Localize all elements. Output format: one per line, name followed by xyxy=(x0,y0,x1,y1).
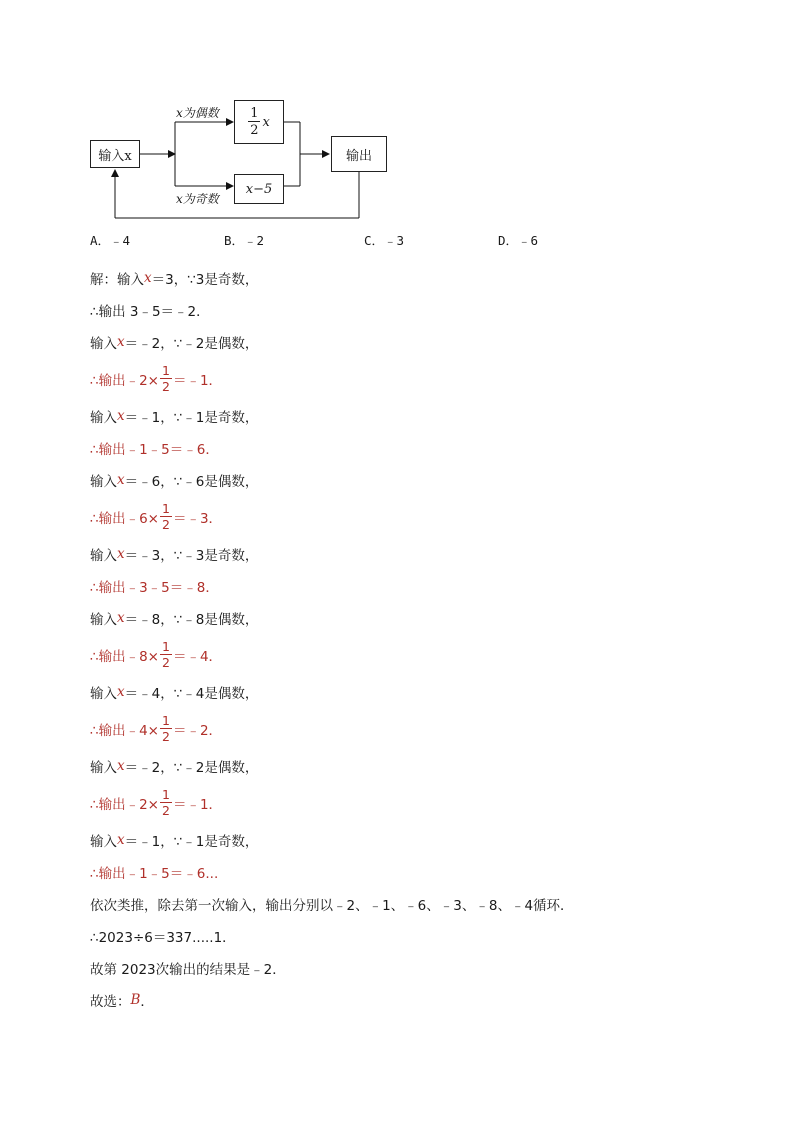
fraction-numerator: 1 xyxy=(162,786,170,802)
line-text: ＝﹣1． xyxy=(172,373,223,389)
line-text: 输入 xyxy=(90,834,117,850)
line-text: ＝﹣2． xyxy=(172,723,223,739)
line-text: ∴输出 3﹣5＝﹣2． xyxy=(90,304,210,320)
choice-c: C．﹣3 xyxy=(364,233,405,248)
solution-line xyxy=(90,570,750,602)
solution-line xyxy=(90,326,750,358)
line-text: 输入 xyxy=(90,474,117,490)
line-text: 输入 xyxy=(90,686,117,702)
half-numerator: 1 xyxy=(250,106,259,121)
fraction-numerator: 1 xyxy=(162,638,170,654)
line-text: ∴2023÷6＝337.....1． xyxy=(90,930,236,946)
half-x-variable: x xyxy=(262,114,270,130)
solution-line xyxy=(90,708,750,750)
variable-x: x xyxy=(117,684,125,700)
solution-line xyxy=(90,824,750,856)
solution-line xyxy=(90,676,750,708)
fraction-denominator: 2 xyxy=(162,655,170,670)
line-text: ＝﹣8，∵﹣8是偶数， xyxy=(124,612,259,628)
line-text: ∴输出﹣1﹣5＝﹣6... xyxy=(90,866,219,882)
choice-b: B．﹣2 xyxy=(224,233,265,248)
line-text: ＝﹣4，∵﹣4是偶数， xyxy=(124,686,259,702)
even-branch-label: x为偶数 xyxy=(176,106,219,120)
line-text: 解：输入 xyxy=(90,272,144,288)
solution-line xyxy=(90,602,750,634)
variable-x: x xyxy=(117,472,125,488)
solution xyxy=(90,262,750,1016)
line-text: ∴输出﹣2× xyxy=(90,797,159,813)
line-text: ＝﹣1，∵﹣1是奇数， xyxy=(124,834,259,850)
solution-line xyxy=(90,262,750,294)
line-text: ＝﹣3． xyxy=(172,511,223,527)
line-text: ＝﹣3，∵﹣3是奇数， xyxy=(124,548,259,564)
fraction-numerator: 1 xyxy=(162,500,170,516)
line-text: ． xyxy=(140,994,154,1010)
fraction-denominator: 2 xyxy=(162,379,170,394)
line-text: ＝﹣1． xyxy=(172,797,223,813)
solution-line xyxy=(90,358,750,400)
fraction xyxy=(160,500,172,532)
solution-line xyxy=(90,888,750,920)
solution-line xyxy=(90,432,750,464)
fraction-denominator: 2 xyxy=(162,803,170,818)
fraction-denominator: 2 xyxy=(162,729,170,744)
solution-line xyxy=(90,782,750,824)
line-text: ∴输出﹣2× xyxy=(90,373,159,389)
solution-line xyxy=(90,496,750,538)
fraction xyxy=(160,786,172,818)
solution-line xyxy=(90,400,750,432)
flowchart xyxy=(80,90,410,230)
solution-line xyxy=(90,634,750,676)
choice-a: A．﹣4 xyxy=(90,233,131,248)
variable-x: x xyxy=(117,334,125,350)
line-text: ＝3，∵3是奇数， xyxy=(151,272,259,288)
line-text: ＝﹣4． xyxy=(172,649,223,665)
half-fraction xyxy=(248,107,260,137)
solution-line xyxy=(90,856,750,888)
half-x-box xyxy=(234,100,284,144)
solution-line xyxy=(90,464,750,496)
line-text: ∴输出﹣4× xyxy=(90,723,159,739)
line-text: ∴输出﹣3﹣5＝﹣8． xyxy=(90,580,219,596)
line-text: 依次类推，除去第一次输入，输出分别以﹣2、﹣1、﹣6、﹣3、﹣8、﹣4循环． xyxy=(90,898,574,914)
output-box-label: 输出 xyxy=(345,148,372,164)
line-text: ∴输出﹣6× xyxy=(90,511,159,527)
variable-x: x xyxy=(117,832,125,848)
solution-line xyxy=(90,750,750,782)
odd-branch-label: x为奇数 xyxy=(176,192,219,206)
variable-x: x xyxy=(144,270,152,286)
x-minus-5-box xyxy=(234,174,284,204)
line-text: 故第 2023次输出的结果是﹣2． xyxy=(90,962,286,978)
line-text: 输入 xyxy=(90,336,117,352)
line-text: 输入 xyxy=(90,760,117,776)
input-box-label: 输入x xyxy=(98,148,132,164)
input-box xyxy=(90,140,140,168)
variable-x: x xyxy=(117,408,125,424)
answer-letter: B xyxy=(130,992,141,1008)
line-text: 输入 xyxy=(90,410,117,426)
fraction xyxy=(160,362,172,394)
solution-line xyxy=(90,538,750,570)
half-denominator: 2 xyxy=(250,123,259,138)
fraction xyxy=(160,638,172,670)
output-box xyxy=(331,136,387,172)
line-text: ∴输出﹣1﹣5＝﹣6． xyxy=(90,442,219,458)
variable-x: x xyxy=(117,610,125,626)
fraction-numerator: 1 xyxy=(162,712,170,728)
choice-d: D．﹣6 xyxy=(498,233,539,248)
solution-line xyxy=(90,294,750,326)
line-text: ∴输出﹣8× xyxy=(90,649,159,665)
solution-line xyxy=(90,952,750,984)
x-minus-5-label: x−5 xyxy=(245,181,273,197)
variable-x: x xyxy=(117,758,125,774)
fraction-numerator: 1 xyxy=(162,362,170,378)
fraction-denominator: 2 xyxy=(162,517,170,532)
line-text: 输入 xyxy=(90,612,117,628)
answer-choices xyxy=(90,231,730,249)
solution-line xyxy=(90,984,750,1016)
line-text: ＝﹣6，∵﹣6是偶数， xyxy=(124,474,259,490)
line-text: 输入 xyxy=(90,548,117,564)
variable-x: x xyxy=(117,546,125,562)
line-text: ＝﹣1，∵﹣1是奇数， xyxy=(124,410,259,426)
line-text: ＝﹣2，∵﹣2是偶数， xyxy=(124,336,259,352)
line-text: 故选： xyxy=(90,994,131,1010)
solution-line xyxy=(90,920,750,952)
fraction xyxy=(160,712,172,744)
line-text: ＝﹣2，∵﹣2是偶数， xyxy=(124,760,259,776)
